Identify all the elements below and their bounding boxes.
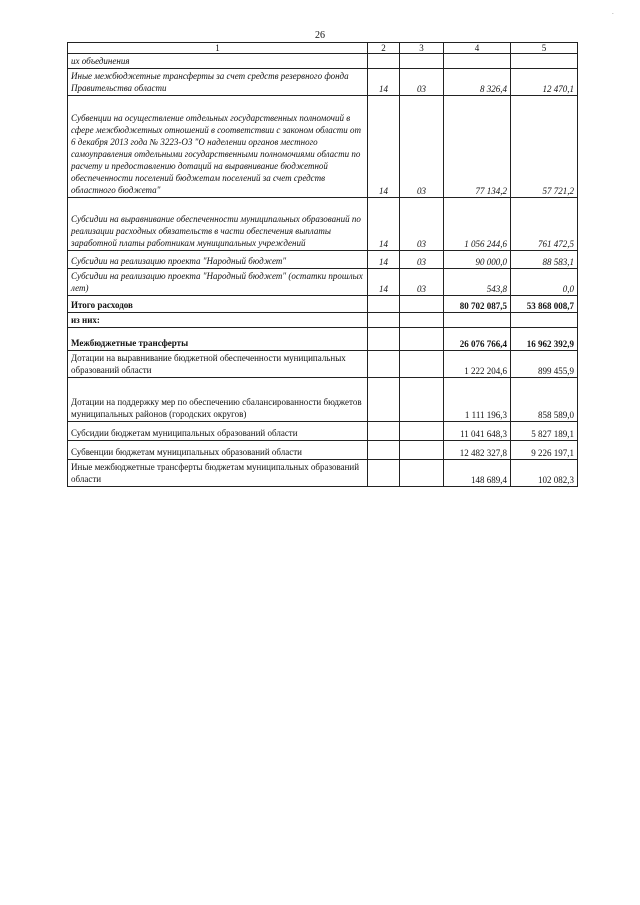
- page-number: 26: [315, 30, 325, 41]
- budget-table: [67, 42, 578, 487]
- section-code: [368, 378, 400, 422]
- value-col4: 77 134,2: [444, 96, 511, 198]
- value-col4: 1 222 204,6: [444, 351, 511, 378]
- value-col5: 858 589,0: [511, 378, 578, 422]
- row-label: Иные межбюджетные трансферты бюджетам муниципальных образований области: [68, 460, 368, 487]
- subsection-code: 03: [400, 251, 444, 269]
- section-code: [368, 296, 400, 313]
- table-row: [68, 460, 578, 487]
- value-col5: 12 470,1: [511, 69, 578, 96]
- section-code: 14: [368, 96, 400, 198]
- subsection-code: [400, 296, 444, 313]
- row-label: Дотации на поддержку мер по обеспечению сбалансированности бюджетов муниципальных районов (городских округов): [68, 378, 368, 422]
- value-col5: [511, 54, 578, 69]
- section-code: [368, 460, 400, 487]
- value-col4: 543,8: [444, 269, 511, 296]
- row-label: их объединения: [68, 54, 368, 69]
- table-row: [68, 251, 578, 269]
- value-col5: 102 082,3: [511, 460, 578, 487]
- header-row: [68, 43, 578, 54]
- col-header: 2: [368, 43, 400, 54]
- value-col5: 88 583,1: [511, 251, 578, 269]
- col-header: 1: [68, 43, 368, 54]
- subsection-code: [400, 441, 444, 460]
- table-row: [68, 269, 578, 296]
- subsection-code: [400, 328, 444, 351]
- subsection-code: [400, 460, 444, 487]
- col-header: 4: [444, 43, 511, 54]
- subsection-code: 03: [400, 96, 444, 198]
- section-code: [368, 328, 400, 351]
- table-row: [68, 328, 578, 351]
- subsection-code: [400, 54, 444, 69]
- row-label: Иные межбюджетные трансферты за счет средств резервного фонда Правительства области: [68, 69, 368, 96]
- table-row: [68, 69, 578, 96]
- section-code: [368, 351, 400, 378]
- subsection-code: [400, 351, 444, 378]
- scan-mark: .: [612, 8, 614, 16]
- value-col4: 12 482 327,8: [444, 441, 511, 460]
- col-header: 5: [511, 43, 578, 54]
- value-col4: [444, 313, 511, 328]
- value-col5: 57 721,2: [511, 96, 578, 198]
- row-label: из них:: [68, 313, 368, 328]
- subsection-code: [400, 422, 444, 441]
- table-row: [68, 296, 578, 313]
- value-col5: 0,0: [511, 269, 578, 296]
- section-code: 14: [368, 269, 400, 296]
- value-col5: 53 868 008,7: [511, 296, 578, 313]
- subsection-code: [400, 313, 444, 328]
- section-code: [368, 54, 400, 69]
- section-code: 14: [368, 251, 400, 269]
- section-code: 14: [368, 198, 400, 251]
- value-col4: [444, 54, 511, 69]
- subsection-code: [400, 378, 444, 422]
- row-label: Межбюджетные трансферты: [68, 328, 368, 351]
- value-col4: 26 076 766,4: [444, 328, 511, 351]
- value-col4: 80 702 087,5: [444, 296, 511, 313]
- value-col4: 1 111 196,3: [444, 378, 511, 422]
- value-col4: 148 689,4: [444, 460, 511, 487]
- row-label: Субсидии на реализацию проекта "Народный бюджет" (остатки прошлых лет): [68, 269, 368, 296]
- col-header: 3: [400, 43, 444, 54]
- value-col5: 899 455,9: [511, 351, 578, 378]
- table-row: [68, 96, 578, 198]
- value-col4: 1 056 244,6: [444, 198, 511, 251]
- value-col4: 11 041 648,3: [444, 422, 511, 441]
- section-code: [368, 313, 400, 328]
- value-col5: 761 472,5: [511, 198, 578, 251]
- value-col5: 9 226 197,1: [511, 441, 578, 460]
- value-col4: 8 326,4: [444, 69, 511, 96]
- row-label: Субсидии на выравнивание обеспеченности муниципальных образований по реализации расходных обязательств в части обеспечения выплаты заработной платы работникам муниципальных учреждений: [68, 198, 368, 251]
- row-label: Итого расходов: [68, 296, 368, 313]
- section-code: 14: [368, 69, 400, 96]
- table-row: [68, 313, 578, 328]
- value-col5: [511, 313, 578, 328]
- table-row: [68, 378, 578, 422]
- table-row: [68, 351, 578, 378]
- table-row: [68, 54, 578, 69]
- value-col5: 16 962 392,9: [511, 328, 578, 351]
- row-label: Субвенции на осуществление отдельных государственных полномочий в сфере межбюджетных отношений в соответствии с законом области от 6 декабря 2013 года № 3223-ОЗ "О наделении органов местного самоуправления отдельными государственными полномочиями области по расчету и предоставлению дотаций на выравнивание бюджетной обеспеченности поселений бюджетам поселений за счет средств областного бюджета": [68, 96, 368, 198]
- table-row: [68, 441, 578, 460]
- value-col5: 5 827 189,1: [511, 422, 578, 441]
- section-code: [368, 441, 400, 460]
- row-label: Субсидии на реализацию проекта "Народный бюджет": [68, 251, 368, 269]
- value-col4: 90 000,0: [444, 251, 511, 269]
- row-label: Дотации на выравнивание бюджетной обеспеченности муниципальных образований области: [68, 351, 368, 378]
- subsection-code: 03: [400, 198, 444, 251]
- subsection-code: 03: [400, 269, 444, 296]
- subsection-code: 03: [400, 69, 444, 96]
- row-label: Субсидии бюджетам муниципальных образований области: [68, 422, 368, 441]
- table-row: [68, 422, 578, 441]
- section-code: [368, 422, 400, 441]
- row-label: Субвенции бюджетам муниципальных образований области: [68, 441, 368, 460]
- table-row: [68, 198, 578, 251]
